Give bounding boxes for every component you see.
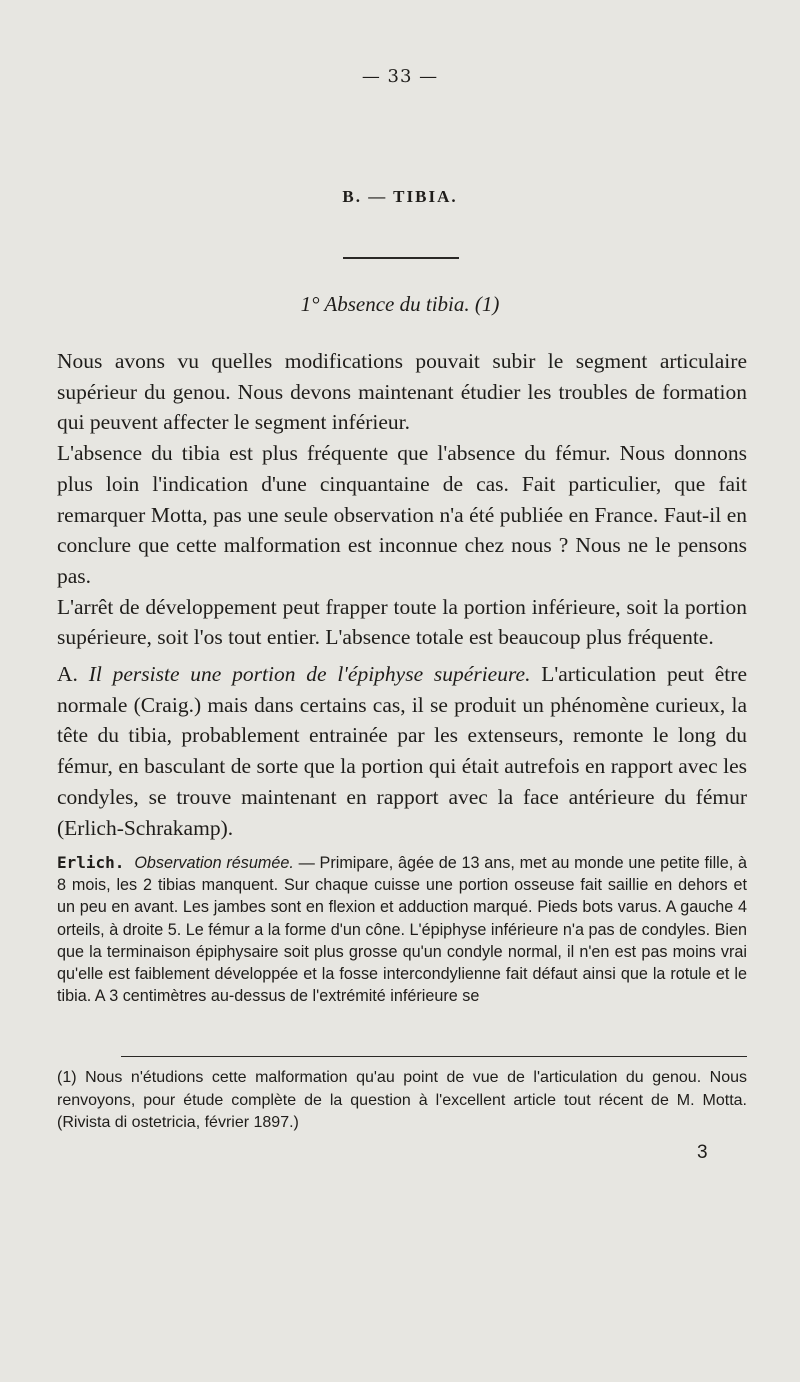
paragraph: Nous avons vu quelles modifications pouvait subir le segment articulaire supérieur du genou. Nous devons maintenant étudier les troubles de formation qui peuvent affecter le segment inférieur. <box>57 349 747 435</box>
paragraph-label: A. <box>57 662 89 687</box>
footnote-rule <box>121 1056 747 1057</box>
sub-heading: 1° Absence du tibia. (1) <box>300 292 500 316</box>
paragraph <box>57 659 747 843</box>
observation-block <box>57 852 747 1007</box>
page-number: — 33 — <box>361 66 439 87</box>
paragraph: L'arrêt de développement peut frapper toute la portion inférieure, soit la portion supérieure, soit l'os tout entier. L'absence totale est beaucoup plus fréquente. <box>57 594 747 650</box>
observation-author: Erlich. <box>57 853 135 872</box>
heading-rule <box>343 257 459 259</box>
paragraph-italic-heading: Il persiste une portion de l'épiphyse supérieure. <box>88 662 542 687</box>
section-heading: B. — TIBIA. <box>342 187 458 206</box>
body-text <box>57 346 747 843</box>
signature-mark: 3 <box>697 1142 708 1163</box>
observation-text: — Primipare, âgée de 13 ans, met au monde une petite fille, à 8 mois, les 2 tibias manquent. Sur chaque cuisse une portion osseuse fait saillie en dehors et un peu en avant. Les jambes sont en flexion et adduction marqué. Pieds bots varus. A gauche 4 orteils, à droite 5. Le fémur a la forme d'un cône. L'épiphyse inférieure n'a pas de condyles. Bien que la terminaison épiphysaire soit plus grosse qu'un condyle normal, il n'en est pas moins vrai qu'elle est faiblement développée et la fosse intercondylienne fait défaut ainsi que la rotule et le tibia. A 3 centimètres au-dessus de l'extrémité inférieure se <box>57 854 748 1006</box>
observation-label: Observation résumée. <box>134 854 299 872</box>
paragraph: L'absence du tibia est plus fréquente que l'absence du fémur. Nous donnons plus loin l'indication d'une cinquantaine de cas. Fait particulier, que fait remarquer Motta, pas une seule observation n'a été publiée en France. Faut-il en conclure que cette malformation est inconnue chez nous ? Nous ne le pensons pas. <box>57 441 747 588</box>
paragraph-text: L'articulation peut être normale (Craig.) mais dans certains cas, il se produit un phénomène curieux, la tête du tibia, probablement entrainée par les extenseurs, remonte le long du fémur, en basculant de sorte que la portion qui était autrefois en rapport avec les condyles, se trouve maintenant en rapport avec la face antérieure du fémur (Erlich-Schrakamp). <box>57 662 747 840</box>
footnote: (1) Nous n'étudions cette malformation qu'au point de vue de l'articulation du genou. Nous renvoyons, pour étude complète de la question à l'excellent article tout récent de M. Motta. (Rivista di ostetricia, février 1897.) <box>57 1069 747 1131</box>
